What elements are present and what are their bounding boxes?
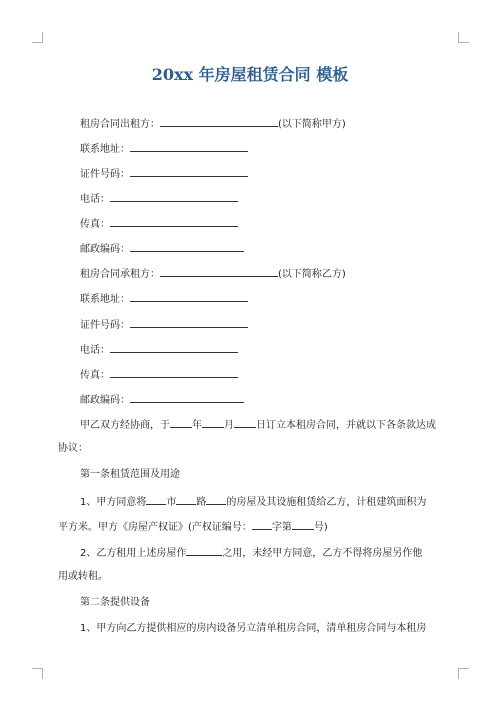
- article1-item1-text-c: 路: [196, 497, 207, 508]
- article1-item1-text-b: 市: [166, 497, 177, 508]
- lessee-address-blank: [130, 291, 248, 302]
- lessee-postcode-label: 邮政编码：: [80, 395, 130, 406]
- month-blank: [202, 417, 224, 428]
- crop-mark-top-left: [32, 32, 43, 43]
- lessee-id-line: [80, 317, 248, 333]
- lessee-fax-line: [80, 367, 238, 383]
- year-blank: [170, 417, 192, 428]
- lessee-phone-blank: [110, 342, 238, 353]
- road-blank: [176, 494, 196, 505]
- lessor-address-blank: [130, 141, 248, 152]
- cert-number-blank: [292, 519, 314, 530]
- lessee-address-label: 联系地址：: [80, 294, 130, 305]
- lessor-blank: [160, 116, 278, 127]
- article1-item1-cont-b: 字第: [271, 522, 292, 533]
- article1-item1-text-a: 1、甲方同意将: [80, 497, 147, 508]
- lessor-phone-label: 电话：: [80, 194, 110, 205]
- crop-mark-bottom-right: [458, 668, 469, 679]
- document-title: 20xx 年房屋租赁合同 模板: [151, 65, 349, 84]
- intro-text-1: 甲乙双方经协商，于: [80, 420, 170, 431]
- lessee-address-line: [80, 291, 248, 307]
- intro-text-2: 年: [192, 420, 202, 431]
- lessor-id-label: 证件号码：: [80, 169, 130, 180]
- article2-item1: 1、甲方向乙方提供相应的房内设备另立清单租房合同，清单租房合同与本租房: [80, 623, 427, 634]
- article2-heading: 第二条提供设备: [80, 597, 150, 608]
- article1-item1-cont: [58, 519, 328, 535]
- article1-item2-cont: 用或转租。: [58, 571, 108, 582]
- day-blank: [234, 417, 256, 428]
- crop-mark-top-right: [458, 32, 469, 43]
- lessee-id-blank: [130, 317, 248, 328]
- cert-prefix-blank: [252, 519, 272, 530]
- article1-item1-text-d: 的房屋及其设施租赁给乙方，计租建筑面积为: [226, 497, 427, 508]
- lessor-suffix: (以下简称甲方): [278, 119, 346, 130]
- lessor-label: 租房合同出租方：: [80, 119, 160, 130]
- intro-paragraph: [80, 417, 436, 433]
- lessee-fax-blank: [110, 367, 238, 378]
- number-blank: [206, 494, 226, 505]
- article1-item2: [80, 545, 422, 561]
- intro-text-4: 日订立本租房合同，并就以下各条款达成: [256, 420, 436, 431]
- lessor-phone-line: [80, 191, 238, 207]
- intro-paragraph-cont: 协议：: [58, 443, 88, 454]
- article1-item1: [80, 494, 426, 510]
- intro-text-3: 月: [224, 420, 234, 431]
- article1-item1-cont-c: 号): [313, 522, 328, 533]
- crop-mark-bottom-left: [32, 668, 43, 679]
- lessor-fax-line: [80, 216, 238, 232]
- lessee-postcode-blank: [130, 392, 244, 403]
- lessor-address-label: 联系地址：: [80, 144, 130, 155]
- lessor-id-blank: [130, 166, 248, 177]
- lessor-postcode-line: [80, 241, 244, 257]
- article1-heading: 第一条租赁范围及用途: [80, 469, 180, 480]
- lessee-id-label: 证件号码：: [80, 320, 130, 331]
- lessee-phone-line: [80, 342, 238, 358]
- purpose-blank: [186, 545, 222, 556]
- article1-item2-text-b: 之用，未经甲方同意，乙方不得将房屋另作他: [222, 548, 423, 559]
- lessee-suffix: (以下简称乙方): [278, 269, 346, 280]
- lessee-postcode-line: [80, 392, 244, 408]
- city-blank: [146, 494, 166, 505]
- lessee-line: [80, 266, 346, 282]
- lessee-label: 租房合同承租方：: [80, 269, 160, 280]
- lessor-postcode-blank: [130, 241, 244, 252]
- lessor-phone-blank: [110, 191, 238, 202]
- article1-item2-text-a: 2、乙方租用上述房屋作: [80, 548, 187, 559]
- lessor-fax-blank: [110, 216, 238, 227]
- lessor-id-line: [80, 166, 248, 182]
- article1-item1-cont-a: 平方米。甲方《房屋产权证》(产权证编号：: [58, 522, 252, 533]
- lessor-postcode-label: 邮政编码：: [80, 244, 130, 255]
- lessor-line: [80, 116, 346, 132]
- lessor-address-line: [80, 141, 248, 157]
- lessor-fax-label: 传真：: [80, 219, 110, 230]
- lessee-phone-label: 电话：: [80, 345, 110, 356]
- lessee-fax-label: 传真：: [80, 370, 110, 381]
- lessee-blank: [160, 266, 278, 277]
